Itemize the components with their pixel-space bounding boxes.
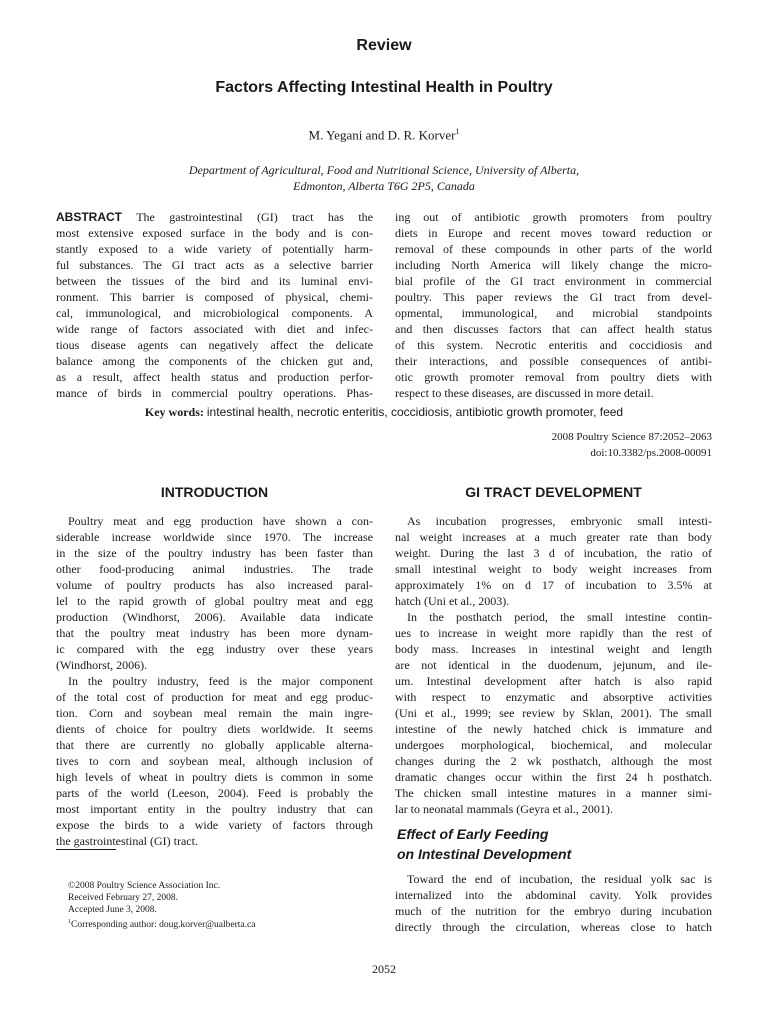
text-line: approximately 1% on d 17 of incubation to 3.5% at <box>395 578 712 592</box>
text-line: in the size of the poultry industry has been faster than <box>56 546 373 560</box>
page-number: 2052 <box>372 962 396 976</box>
article-title: Factors Affecting Intestinal Health in Poultry <box>215 79 553 96</box>
footnote-divider <box>56 849 116 850</box>
text-line: ic compared with the egg industry over these years <box>56 642 373 656</box>
text-line: dramatic changes occur within the first 24 h posthatch. <box>395 770 712 784</box>
abstract-left-column <box>56 209 373 401</box>
text-line: and then discusses factors that can affect health status <box>395 322 712 336</box>
text-line: dients of choice for poultry diets worldwide. It seems <box>56 722 373 736</box>
text-line: siderable increase worldwide since 1970. The increase <box>56 530 373 544</box>
text-line: production (Windhorst, 2006). Available data indicate <box>56 610 373 624</box>
footnote-mark: 1 <box>68 919 71 925</box>
keywords <box>0 405 768 420</box>
introduction-body <box>56 513 373 849</box>
text-line: are not identical in the duodenum, jejunum, and ile- <box>395 658 712 672</box>
text-line: of the total cost of production for meat and egg produc- <box>56 690 373 704</box>
text-line: (Uni et al., 1999; see review by Sklan, 2001). The small <box>395 706 712 720</box>
text-line: mance of birds in commercial poultry operations. Phas- <box>56 386 373 400</box>
text-line: Toward the end of incubation, the residual yolk sac is <box>407 872 712 886</box>
journal-citation: 2008 Poultry Science 87:2052–2063 <box>551 431 712 443</box>
text-line: ful substances. The GI tract acts as a selective barrier <box>56 258 373 272</box>
keywords-label: Key words: <box>144 405 204 419</box>
subsection-heading-early-feeding <box>397 824 571 864</box>
text-line: hatch (Uni et al., 2003). <box>395 594 510 608</box>
text-line: much of the nutrition for the embryo during incubation <box>395 904 712 918</box>
text-line: wide range of factors associated with diet and infec- <box>56 322 373 336</box>
text-line: intestine of the newly hatched chick is immature and <box>395 722 712 736</box>
text-line: The chicken small intestine matures in a manner simi- <box>395 786 712 800</box>
text-line: that the poultry meat industry has been more dynam- <box>56 626 373 640</box>
text-line: opmental, immunological, and microbial standpoints <box>395 306 712 320</box>
early-feeding-body <box>395 871 712 935</box>
text-line: In the posthatch period, the small intestine contin- <box>407 610 712 624</box>
text-line: their interactions, and possible consequences of antibi- <box>395 354 712 368</box>
affiliation-line: Edmonton, Alberta T6G 2P5, Canada <box>293 179 475 193</box>
text-line: (Windhorst, 2006). <box>56 658 148 672</box>
gi-development-body <box>395 513 712 817</box>
doi: doi:10.3382/ps.2008-00091 <box>590 447 712 459</box>
keywords-text: intestinal health, necrotic enteritis, coccidiosis, antibiotic growth promoter, feed <box>206 405 624 419</box>
text-line: balance among the components of the chicken gut and, <box>56 354 373 368</box>
text-line: lel to the rapid growth of global poultry meat and egg <box>56 594 373 608</box>
text-line: otic growth promoter removal from poultry diets with <box>395 370 712 384</box>
text-line: tives to corn and soybean meal, although inclusion of <box>56 754 373 768</box>
text-line: weight. During the last 3 d of incubation, the ratio of <box>395 546 712 560</box>
text-line: poultry. This paper reviews the GI tract from devel- <box>395 290 712 304</box>
accepted-date: Accepted June 3, 2008. <box>68 905 157 915</box>
text-line: of this system. Necrotic enteritis and coccidiosis and <box>395 338 712 352</box>
footnotes <box>68 880 255 931</box>
subsection-heading-line: Effect of Early Feeding <box>397 826 549 842</box>
text-line: lar to neonatal mammals (Geyra et al., 2001). <box>395 802 613 816</box>
received-date: Received February 27, 2008. <box>68 893 179 903</box>
subsection-heading-line: on Intestinal Development <box>397 846 572 862</box>
corresponding-author: Corresponding author: doug.korver@ualberta.ca <box>71 920 256 931</box>
section-heading-introduction: INTRODUCTION <box>160 484 269 500</box>
text-line: high levels of wheat in poultry diets is common in some <box>56 770 373 784</box>
text-line: bial profile of the GI tract environment in commercial <box>395 274 712 288</box>
corresponding-author-note <box>68 916 255 931</box>
text-line: volume of poultry products has also increased paral- <box>56 578 373 592</box>
text-line: small intestinal weight to body weight increases from <box>395 562 712 576</box>
text-line: tion. Corn and soybean meal remain the main ingre- <box>56 706 373 720</box>
citation <box>552 429 712 461</box>
text-line: most important entity in the poultry industry that can <box>56 802 373 816</box>
text-line: Poultry meat and egg production have shown a con- <box>68 514 373 528</box>
text-line: nal weight increases at a much greater rate than body <box>395 530 712 544</box>
abstract-right-column <box>395 209 712 401</box>
text-line: expose the birds to a wide variety of factors through <box>56 818 373 832</box>
text-line: changes during the 2 wk posthatch, although the most <box>395 754 712 768</box>
author-line <box>0 127 768 143</box>
text-line: that there are currently no globally applicable alterna- <box>56 738 373 752</box>
text-line: ronment. This barrier is composed of physical, chemi- <box>56 290 373 304</box>
text-line: directly through the circulation, whereas close to hatch <box>395 920 712 934</box>
affiliation <box>0 162 768 194</box>
authors: M. Yegani and D. R. Korver <box>308 127 456 143</box>
abstract-label: ABSTRACT <box>56 210 122 224</box>
text-line: ues to increase in weight more rapidly than the rest of <box>395 626 712 640</box>
text-line: most extensive exposed surface in the body and is con- <box>56 226 373 240</box>
text-line: undergoes morphological, biochemical, and molecular <box>395 738 712 752</box>
text-line: internalized into the abdominal cavity. Yolk provides <box>395 888 712 902</box>
text-line: The gastrointestinal (GI) tract has the <box>136 210 373 224</box>
text-line: the gastrointestinal (GI) tract. <box>56 834 198 848</box>
text-line: diets in Europe and recent moves toward reduction or <box>395 226 712 240</box>
text-line: between the tissues of the bird and its luminal envi- <box>56 274 373 288</box>
text-line: respect to these diseases, are discussed in more detail. <box>395 386 654 400</box>
text-line: um. Intestinal development after hatch is also rapid <box>395 674 712 688</box>
text-line: ing out of antibiotic growth promoters from poultry <box>395 210 712 224</box>
author-footnote-mark: 1 <box>455 127 460 136</box>
text-line: tious disease agents can negatively affect the delicate <box>56 338 373 352</box>
section-heading-gi-development: GI TRACT DEVELOPMENT <box>465 484 642 500</box>
section-label: Review <box>356 37 412 54</box>
text-line: As incubation progresses, embryonic small intesti- <box>407 514 712 528</box>
text-line: other food-producing animal industries. The trade <box>56 562 373 576</box>
text-line: In the poultry industry, feed is the major component <box>68 674 373 688</box>
text-line: including North America will likely change the micro- <box>395 258 712 272</box>
copyright-note: ©2008 Poultry Science Association Inc. <box>68 881 221 891</box>
text-line: parts of the world (Leeson, 2004). Feed is probably the <box>56 786 373 800</box>
text-line: cal, immunological, and microbiological components. A <box>56 306 373 320</box>
text-line: body mass. Increases in intestinal weight and length <box>395 642 712 656</box>
affiliation-line: Department of Agricultural, Food and Nutritional Science, University of Alberta, <box>188 163 580 177</box>
text-line: with respect to enzymatic and absorptive activities <box>395 690 712 704</box>
text-line: removal of these compounds in other parts of the world <box>395 242 712 256</box>
text-line: stantly exposed to a wide variety of potentially harm- <box>56 242 373 256</box>
text-line: as a result, affect health status and production perfor- <box>56 370 373 384</box>
